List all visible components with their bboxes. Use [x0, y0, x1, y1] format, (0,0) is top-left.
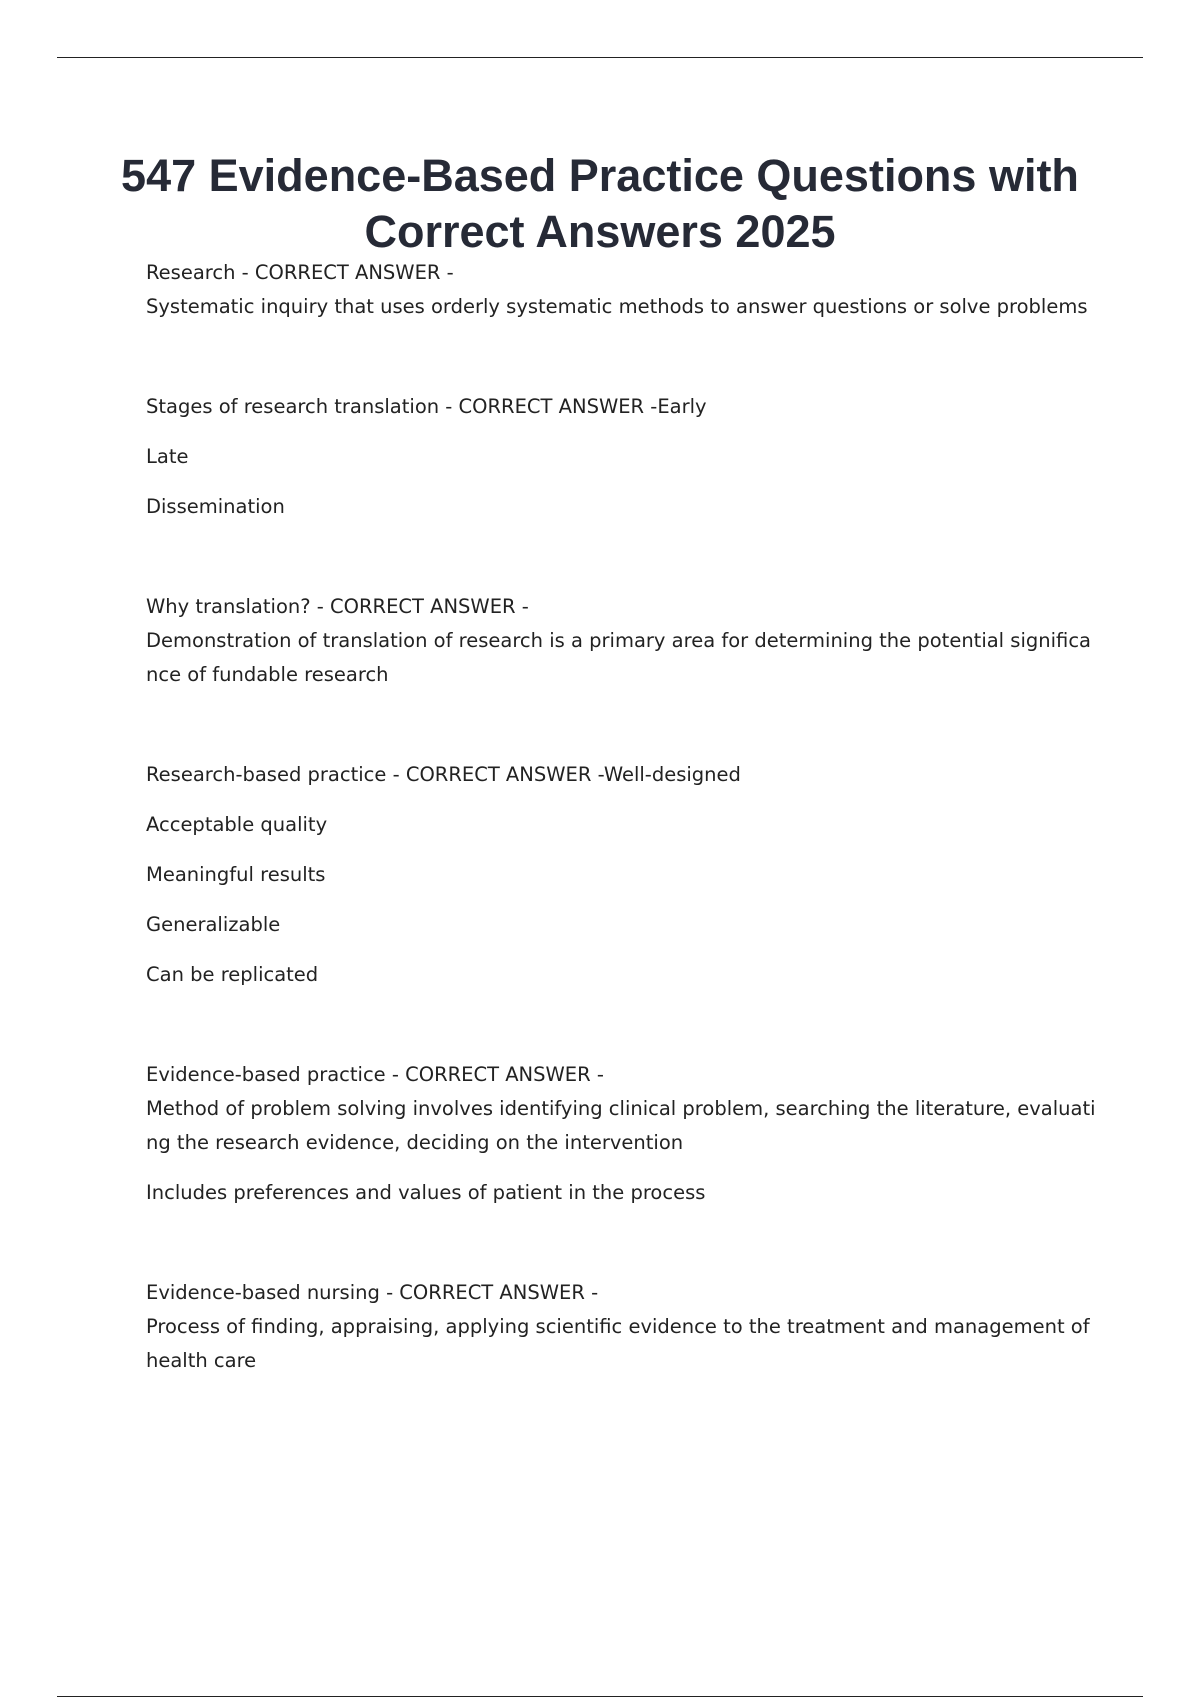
answer-line: Can be replicated [146, 963, 319, 986]
qa-entry-evidence-based-practice [146, 1058, 1096, 1210]
question-text: Research - CORRECT ANSWER - [146, 261, 454, 284]
question-text: Stages of research translation - CORRECT ANSWER -Early [146, 395, 707, 418]
answer-line: Includes preferences and values of patient in the process [146, 1181, 706, 1204]
question-text: Evidence-based nursing - CORRECT ANSWER - [146, 1281, 599, 1304]
qa-entry-research [146, 256, 1096, 324]
question-text: Evidence-based practice - CORRECT ANSWER - [146, 1063, 604, 1086]
answer-line: Meaningful results [146, 863, 326, 886]
answer-line: Generalizable [146, 913, 281, 936]
document-title: 547 Evidence-Based Practice Questions with Correct Answers 2025 [121, 150, 1079, 257]
qa-entry-why-translation [146, 590, 1096, 692]
answer-line: Dissemination [146, 495, 285, 518]
answer-text: Systematic inquiry that uses orderly systematic methods to answer questions or solve problems [146, 295, 1088, 318]
question-text: Research-based practice - CORRECT ANSWER -Well-designed [146, 763, 741, 786]
qa-entry-stages-of-research-translation [146, 390, 1096, 524]
answer-text: Method of problem solving involves identifying clinical problem, searching the literature, evaluating the research evidence, deciding on the intervention [146, 1097, 1096, 1154]
answer-text: Demonstration of translation of research is a primary area for determining the potential significance of fundable research [146, 629, 1091, 686]
bottom-rule [57, 1696, 1143, 1697]
answer-text: Process of finding, appraising, applying scientific evidence to the treatment and management of health care [146, 1315, 1090, 1372]
qa-entry-research-based-practice [146, 758, 1096, 992]
question-text: Why translation? - CORRECT ANSWER - [146, 595, 529, 618]
document-body [146, 256, 1096, 1444]
qa-entry-evidence-based-nursing [146, 1276, 1096, 1378]
answer-line: Late [146, 445, 189, 468]
answer-line: Acceptable quality [146, 813, 328, 836]
top-rule [57, 57, 1143, 58]
